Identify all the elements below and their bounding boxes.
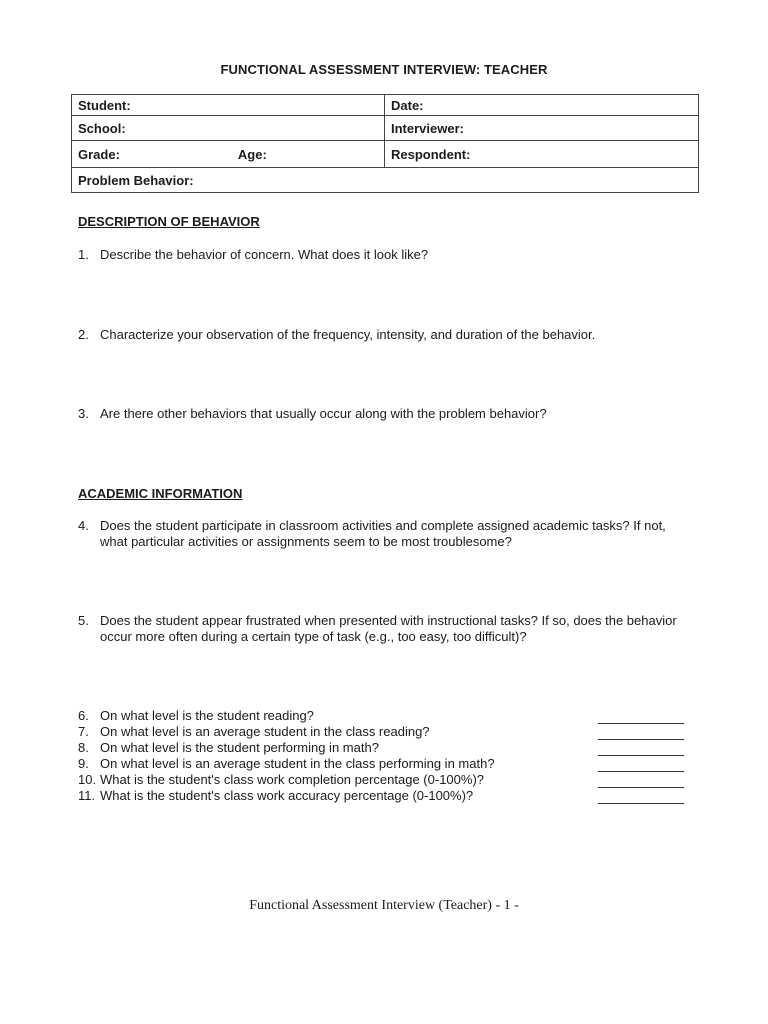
question-item <box>78 327 688 343</box>
question-number: 8. <box>78 740 89 755</box>
date-label: Date: <box>391 97 424 113</box>
question-text: On what level is the student performing in math? <box>100 740 379 755</box>
question-number: 11. <box>78 788 96 803</box>
question-number: 10. <box>78 772 97 787</box>
section-heading-academic: ACADEMIC INFORMATION <box>78 486 243 501</box>
question-text: On what level is an average student in the class reading? <box>100 724 430 739</box>
question-text: On what level is the student reading? <box>100 708 314 723</box>
problem-behavior-field[interactable] <box>72 168 699 193</box>
short-question-item <box>78 788 688 804</box>
question-text: Does the student appear frustrated when presented with instructional tasks? If so, does the behavior occur more often during a certain type of task (e.g., too easy, too difficult)? <box>100 613 677 644</box>
question-number: 1. <box>78 247 89 262</box>
section-heading-description: DESCRIPTION OF BEHAVIOR <box>78 214 260 229</box>
question-text: Does the student participate in classroom activities and complete assigned academic tasks? If not, what particular activities or assignments seem to be most troublesome? <box>100 518 666 549</box>
question-item <box>78 518 688 550</box>
document-title: FUNCTIONAL ASSESSMENT INTERVIEW: TEACHER <box>220 62 548 77</box>
respondent-label: Respondent: <box>391 146 471 162</box>
short-question-item <box>78 724 688 740</box>
short-question-item <box>78 772 688 788</box>
interviewer-label: Interviewer: <box>391 120 464 136</box>
respondent-field[interactable] <box>385 141 699 168</box>
short-question-item <box>78 708 688 724</box>
grade-label: Grade: <box>78 146 120 162</box>
question-text: On what level is an average student in the class performing in math? <box>100 756 495 771</box>
school-field[interactable] <box>72 116 385 141</box>
problem-behavior-label: Problem Behavior: <box>78 172 194 188</box>
question-number: 7. <box>78 724 89 739</box>
answer-blank[interactable] <box>598 802 684 804</box>
question-text: Describe the behavior of concern. What does it look like? <box>100 247 429 262</box>
info-table <box>71 94 699 193</box>
question-item <box>78 406 688 422</box>
question-number: 4. <box>78 518 89 533</box>
age-label: Age: <box>237 146 267 162</box>
student-field[interactable] <box>72 95 385 116</box>
question-number: 2. <box>78 327 89 342</box>
question-text: What is the student's class work accuracy percentage (0-100%)? <box>100 788 474 803</box>
question-text: Are there other behaviors that usually occur along with the problem behavior? <box>100 406 547 421</box>
question-number: 5. <box>78 613 89 628</box>
question-text: Characterize your observation of the frequency, intensity, and duration of the behavior. <box>100 327 596 342</box>
question-item <box>78 247 688 263</box>
date-field[interactable] <box>385 95 699 116</box>
question-item <box>78 613 688 645</box>
question-number: 9. <box>78 756 89 771</box>
short-question-item <box>78 756 688 772</box>
student-label: Student: <box>78 97 131 113</box>
question-text: What is the student's class work completion percentage (0-100%)? <box>100 772 485 787</box>
interviewer-field[interactable] <box>385 116 699 141</box>
page-footer: Functional Assessment Interview (Teacher) - 1 - <box>249 898 519 913</box>
question-number: 6. <box>78 708 89 723</box>
school-label: School: <box>78 120 126 136</box>
grade-age-field[interactable] <box>72 141 385 168</box>
question-number: 3. <box>78 406 89 421</box>
short-question-item <box>78 740 688 756</box>
